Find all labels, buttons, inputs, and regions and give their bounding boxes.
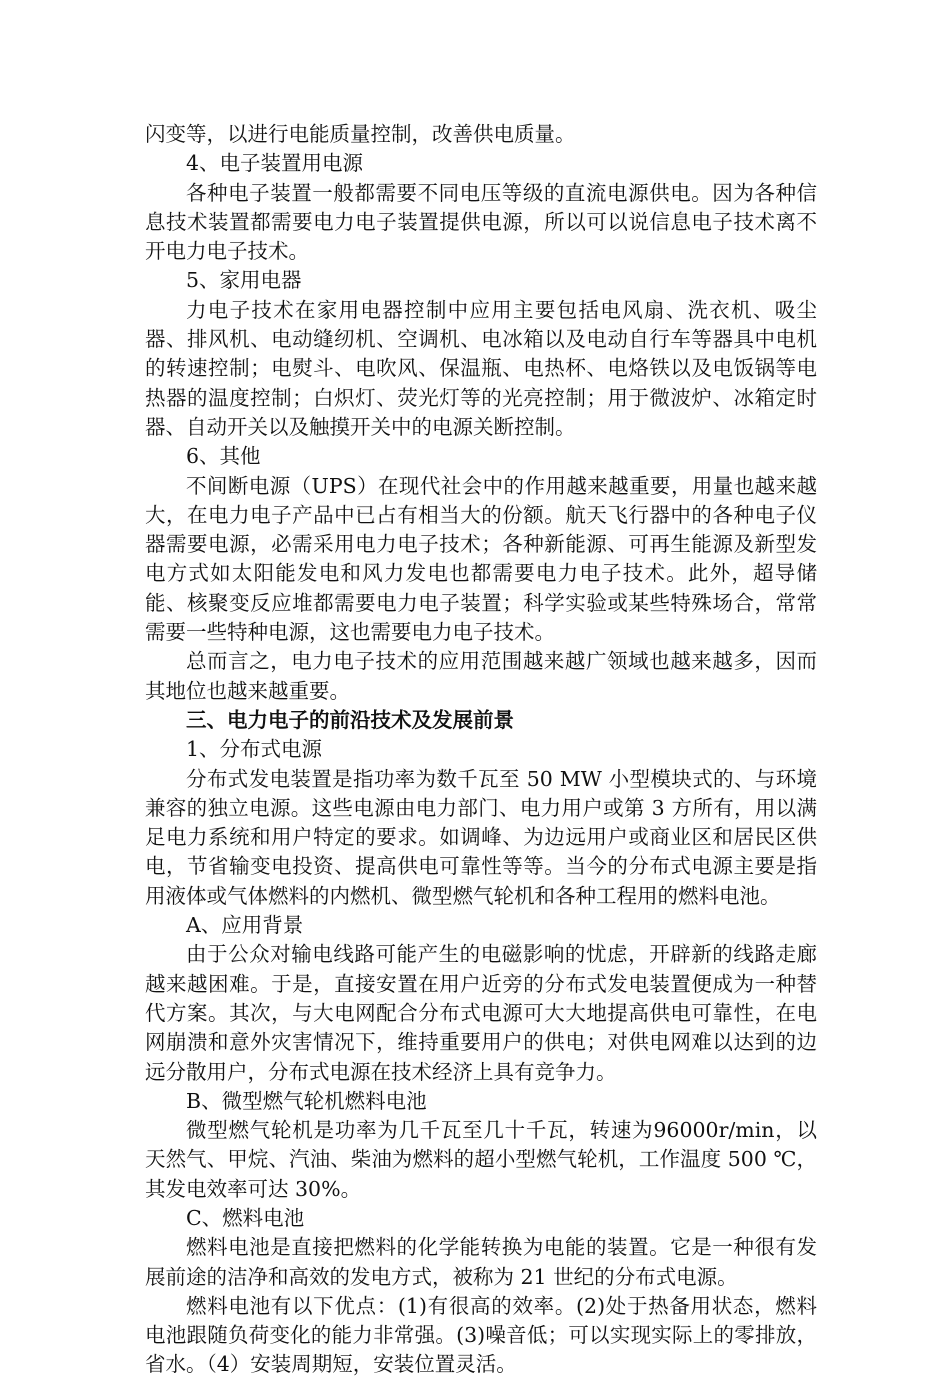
paragraph: 各种电子装置一般都需要不同电压等级的直流电源供电。因为各种信息技术装置都需要电力电子装置提供电源，所以可以说信息电子技术离不开电力电子技术。	[145, 180, 817, 264]
subheading-micro-turbine: B、微型燃气轮机燃料电池	[186, 1088, 427, 1113]
subheading-distributed-power: 1、分布式电源	[186, 737, 323, 762]
paragraph: 由于公众对输电线路可能产生的电磁影响的忧虑，开辟新的线路走廊越来越困难。于是，直接安置在用户近旁的分布式发电装置便成为一种替代方案。其次，与大电网配合分布式电源可大大地提高供电可靠性，在电网崩溃和意外灾害情况下，维持重要用户的供电；对供电网难以达到的边远分散用户，分布式电源在技术经济上具有竞争力。	[145, 942, 817, 1084]
continuation-paragraph: 闪变等，以进行电能质量控制，改善供电质量。	[145, 122, 576, 146]
subheading-household: 5、家用电器	[186, 268, 302, 293]
section-heading: 三、电力电子的前沿技术及发展前景	[186, 707, 514, 732]
subheading-electronic-power: 4、电子装置用电源	[186, 151, 364, 176]
subheading-other: 6、其他	[186, 444, 261, 469]
paragraph: 分布式发电装置是指功率为数千瓦至 50 MW 小型模块式的、与环境兼容的独立电源。这些电源由电力部门、电力用户或第 3 方所有，用以满足电力系统和用户特定的要求。如调峰、为边远用户或商业区和居民区供电，节省输变电投资、提高供电可靠性等等。当今的分布式电源主要是指用液体或气体燃料的内燃机、微型燃气轮机和各种工程用的燃料电池。	[145, 766, 817, 908]
subheading-background: A、应用背景	[186, 913, 304, 938]
paragraph: 微型燃气轮机是功率为几千瓦至几十千瓦，转速为96000r/min，以天然气、甲烷、汽油、柴油为燃料的超小型燃气轮机，工作温度 500 ℃，其发电效率可达 30%。	[145, 1118, 817, 1201]
paragraph: 燃料电池是直接把燃料的化学能转换为电能的装置。它是一种很有发展前途的洁净和高效的发电方式，被称为 21 世纪的分布式电源。	[145, 1235, 817, 1289]
paragraph: 不间断电源（UPS）在现代社会中的作用越来越重要，用量也越来越大，在电力电子产品中已占有相当大的份额。航天飞行器中的各种电子仪器需要电源，必需采用电力电子技术；各种新能源、可再生能源及新型发电方式如太阳能发电和风力发电也都需要电力电子技术。此外，超导储能、核聚变反应堆都需要电力电子装置；科学实验或某些特殊场合，常常需要一些特种电源，这也需要电力电子技术。	[145, 473, 817, 645]
paragraph: 燃料电池有以下优点：(1)有很高的效率。(2)处于热备用状态，燃料电池跟随负荷变化的能力非常强。(3)噪音低；可以实现实际上的零排放，省水。（4）安装周期短，安装位置灵活。	[145, 1293, 817, 1377]
paragraph: 力电子技术在家用电器控制中应用主要包括电风扇、洗衣机、吸尘器、排风机、电动缝纫机、空调机、电冰箱以及电动自行车等器具中电机的转速控制；电熨斗、电吹风、保温瓶、电热杯、电烙铁以及电饭锅等电热器的温度控制；白炽灯、荧光灯等的光亮控制；用于微波炉、冰箱定时器、自动开关以及触摸开关中的电源关断控制。	[145, 297, 817, 439]
paragraph: 总而言之，电力电子技术的应用范围越来越广领域也越来越多，因而其地位也越来越重要。	[145, 649, 817, 703]
document-page	[145, 120, 817, 1380]
subheading-fuel-cell: C、燃料电池	[186, 1205, 305, 1230]
